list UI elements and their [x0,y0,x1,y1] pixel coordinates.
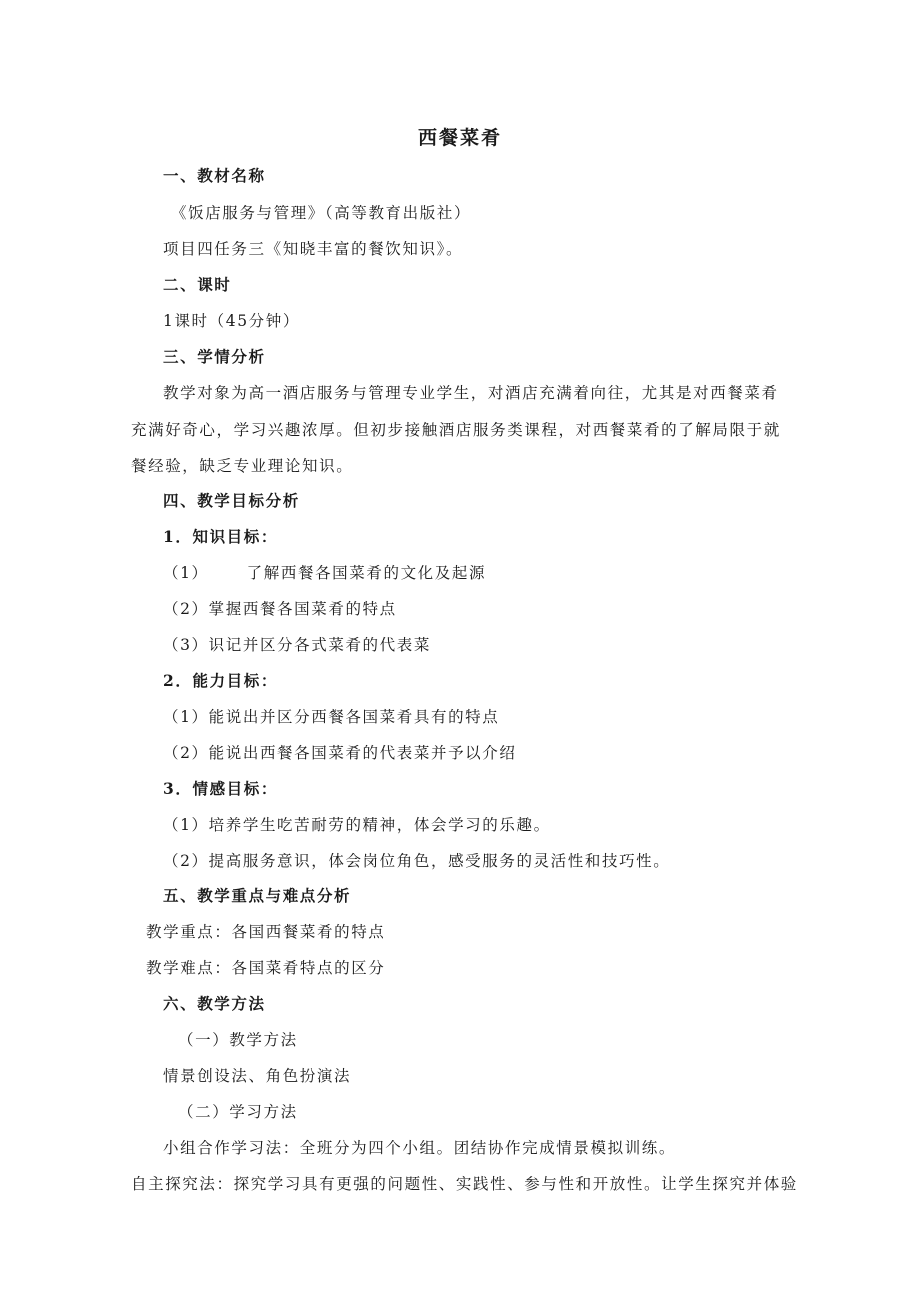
paragraph-line: 小组合作学习法：全班分为四个小组。团结协作完成情景模拟训练。 [163,1139,677,1157]
section-heading: 三、学情分析 [163,347,266,366]
list-item: （2）能说出西餐各国菜肴的代表菜并予以介绍 [163,744,517,762]
paragraph-line: 充满好奇心，学习兴趣浓厚。但初步接触酒店服务类课程，对西餐菜肴的了解局限于就 [131,421,781,439]
section-heading: 二、课时 [163,275,232,294]
section-heading: 六、教学方法 [163,994,266,1013]
list-item-number: （1） [163,564,209,582]
paragraph-line: 教学对象为高一酒店服务与管理专业学生，对酒店充满着向往，尤其是对西餐菜肴 [163,384,779,402]
section-heading: 五、教学重点与难点分析 [163,886,352,905]
section-heading: 四、教学目标分析 [163,491,300,510]
paragraph-line: 《饭店服务与管理》（高等教育出版社） [171,204,472,222]
paragraph-line: 自主探究法：探究学习具有更强的问题性、实践性、参与性和开放性。让学生探究并体验 [131,1175,798,1193]
paragraph-line: 教学重点：各国西餐菜肴的特点 [146,923,386,941]
list-item [163,563,486,583]
paragraph-line: 餐经验，缺乏专业理论知识。 [131,457,354,475]
section-heading: 一、教材名称 [163,166,266,185]
paragraph-line: 情景创设法、角色扮演法 [163,1067,352,1085]
list-item: （1）培养学生吃苦耐劳的精神，体会学习的乐趣。 [163,816,551,834]
paragraph-line: 1课时（45分钟） [163,312,300,330]
list-item: （2）掌握西餐各国菜肴的特点 [163,600,397,618]
list-item: （3）识记并区分各式菜肴的代表菜 [163,636,431,654]
list-item-text: 了解西餐各国菜肴的文化及起源 [246,564,487,582]
list-item: （2）提高服务意识，体会岗位角色，感受服务的灵活性和技巧性。 [163,852,671,870]
subsection-heading: （二）学习方法 [178,1103,298,1121]
paragraph-line: 教学难点：各国菜肴特点的区分 [146,959,386,977]
subsection-heading: 2．能力目标： [163,671,278,690]
subsection-heading: （一）教学方法 [178,1031,298,1049]
paragraph-line: 项目四任务三《知晓丰富的餐饮知识》。 [163,240,464,258]
document-title: 西餐菜肴 [418,127,503,149]
subsection-heading: 3．情感目标： [163,779,278,798]
list-item: （1）能说出并区分西餐各国菜肴具有的特点 [163,708,500,726]
subsection-heading: 1．知识目标： [163,527,278,546]
